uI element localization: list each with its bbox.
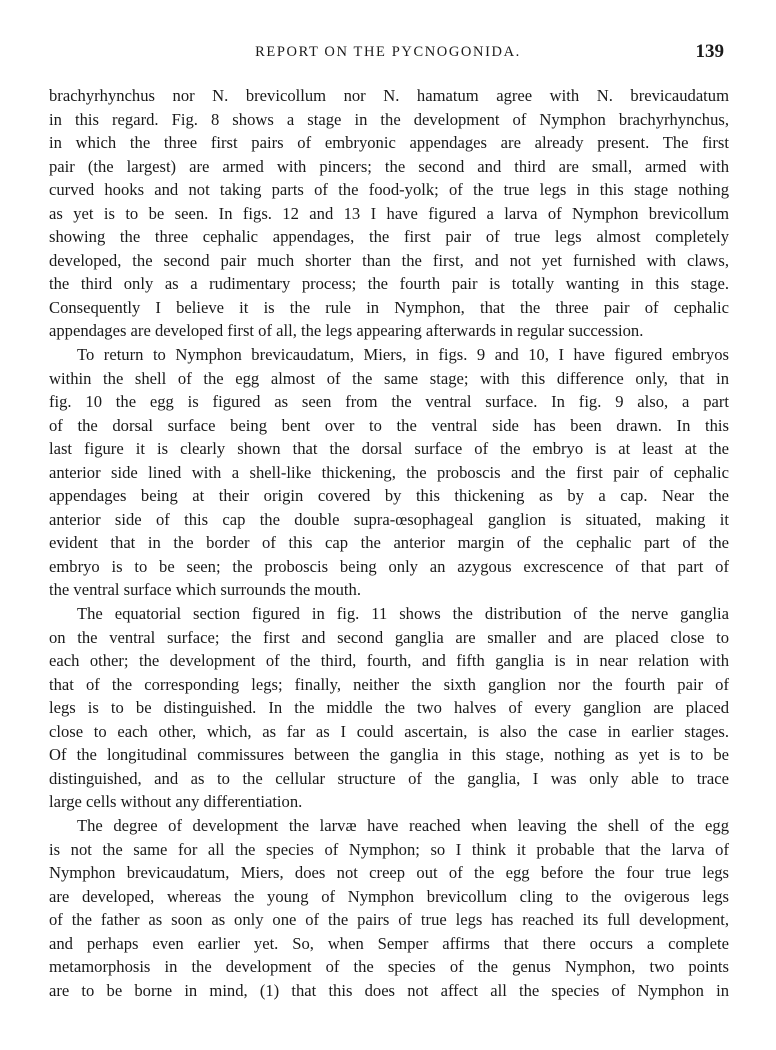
text-line: of the father as soon as only one of the pairs of true legs has reached its full development, — [49, 910, 729, 930]
running-title: REPORT ON THE PYCNOGONIDA. — [255, 44, 521, 60]
text-line: Consequently I believe it is the rule in Nymphon, that the three pair of cephalic — [49, 297, 729, 317]
text-line: brachyrhynchus nor N. brevicollum nor N. hamatum agree with N. brevicaudatum — [49, 86, 729, 105]
text-line: embryo is to be seen; the proboscis being only an azygous excrescence of that part of — [49, 556, 729, 576]
text-line: are developed, whereas the young of Nymphon brevicollum cling to the ovigerous legs — [49, 886, 729, 906]
text-line: within the shell of the egg almost of the same stage; with this difference only, that in — [49, 368, 729, 388]
page-number: 139 — [695, 41, 724, 62]
text-line: in this regard. Fig. 8 shows a stage in the development of Nymphon brachyrhynchus, — [49, 109, 729, 129]
text-line: Nymphon brevicaudatum, Miers, does not creep out of the egg before the four true legs — [49, 863, 729, 883]
text-line: that of the corresponding legs; finally, neither the sixth ganglion nor the fourth pair of — [49, 674, 729, 694]
paragraph-1 — [49, 84, 729, 343]
text-line: of the dorsal surface being bent over to the ventral side has been drawn. In this — [49, 415, 729, 435]
text-line: The equatorial section figured in fig. 11 shows the distribution of the nerve ganglia — [77, 604, 729, 624]
text-line: and perhaps even earlier yet. So, when Semper affirms that there occurs a complete — [49, 933, 729, 953]
text-line: showing the three cephalic appendages, the first pair of true legs almost completely — [49, 227, 729, 247]
paragraph-3 — [49, 602, 729, 814]
text-line: anterior side lined with a shell-like thickening, the proboscis and the first pair of cephalic — [49, 462, 729, 482]
text-line: appendages being at their origin covered by this thickening as by a cap. Near the — [49, 486, 729, 506]
text-line: the ventral surface which surrounds the mouth. — [49, 580, 361, 600]
paragraph-4 — [49, 814, 729, 1002]
text-line: distinguished, and as to the cellular structure of the ganglia, I was only able to trace — [49, 768, 729, 788]
paragraph-2 — [49, 343, 729, 602]
text-line: fig. 10 the egg is figured as seen from the ventral surface. In fig. 9 also, a part — [49, 392, 729, 412]
text-line: Of the longitudinal commissures between the ganglia in this stage, nothing as yet is to be — [49, 745, 729, 765]
text-line: anterior side of this cap the double supra-œsophageal ganglion is situated, making it — [49, 509, 729, 529]
text-line: curved hooks and not taking parts of the food-yolk; of the true legs in this stage nothing — [49, 180, 729, 200]
text-line: legs is to be distinguished. In the middle the two halves of every ganglion are placed — [49, 698, 729, 718]
text-line: last figure it is clearly shown that the dorsal surface of the embryo is at least at the — [49, 439, 729, 459]
text-line: on the ventral surface; the first and second ganglia are smaller and are placed close to — [49, 627, 729, 647]
text-line: as yet is to be seen. In figs. 12 and 13 I have figured a larva of Nymphon brevicollum — [49, 203, 729, 223]
running-head — [52, 41, 724, 68]
text-line: is not the same for all the species of Nymphon; so I think it probable that the larva of — [49, 839, 729, 859]
text-line: metamorphosis in the development of the species of the genus Nymphon, two points — [49, 957, 729, 977]
text-line: each other; the development of the third, fourth, and fifth ganglia is in near relation with — [49, 651, 729, 671]
text-line: the third only as a rudimentary process; the fourth pair is totally wanting in this stage. — [49, 274, 729, 294]
text-line: developed, the second pair much shorter than the first, and not yet furnished with claws, — [49, 250, 729, 270]
body-text — [49, 84, 729, 1002]
text-line: close to each other, which, as far as I could ascertain, is also the case in earlier stages. — [49, 721, 729, 741]
text-line: in which the three first pairs of embryonic appendages are already present. The first — [49, 133, 729, 153]
text-line: are to be borne in mind, (1) that this does not affect all the species of Nymphon in — [49, 980, 729, 1000]
text-line: appendages are developed first of all, the legs appearing afterwards in regular succession. — [49, 321, 644, 341]
text-line: The degree of development the larvæ have reached when leaving the shell of the egg — [77, 815, 729, 835]
text-line: To return to Nymphon brevicaudatum, Miers, in figs. 9 and 10, I have figured embryos — [77, 345, 729, 365]
text-line: pair (the largest) are armed with pincers; the second and third are small, armed with — [49, 156, 729, 176]
text-line: large cells without any differentiation. — [49, 792, 303, 812]
text-line: evident that in the border of this cap the anterior margin of the cephalic part of the — [49, 533, 729, 553]
